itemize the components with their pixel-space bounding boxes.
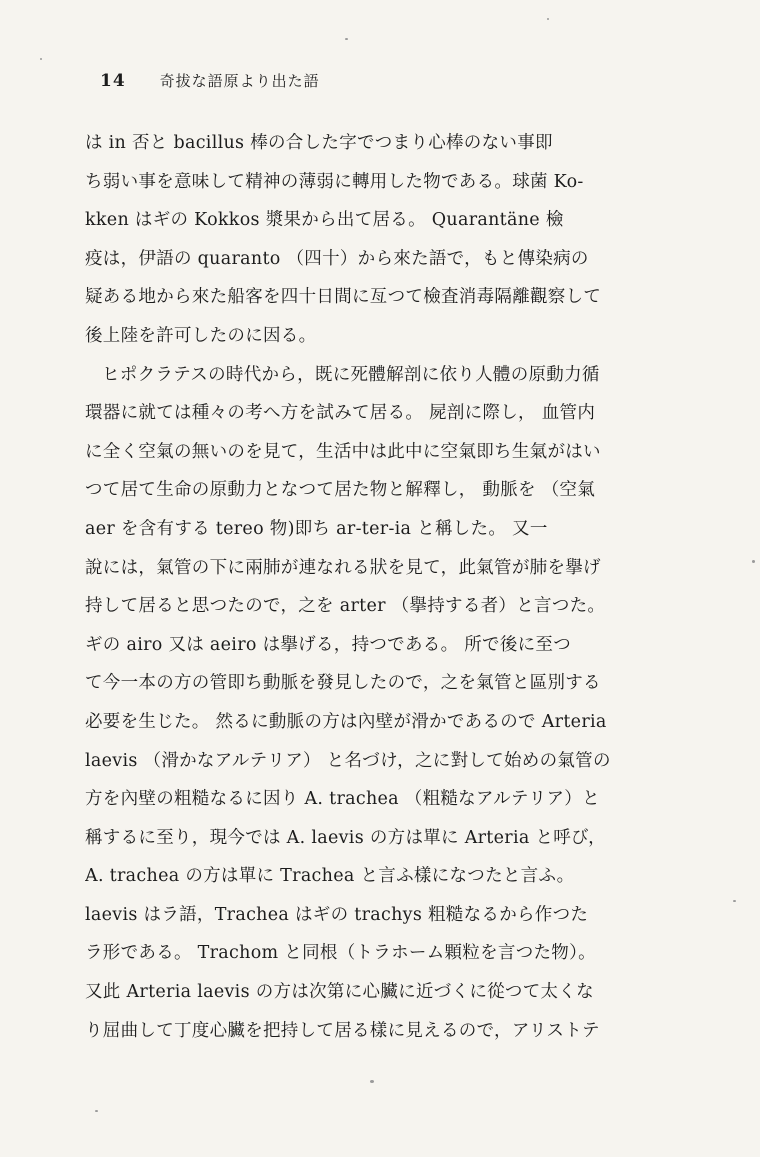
scan-speck bbox=[95, 1110, 98, 1112]
text-line-1: は in 否と bacillus 棒の合した字でつまり心棒のない事即 bbox=[85, 133, 553, 153]
scan-speck bbox=[752, 560, 755, 563]
text-line-8: 環器に就ては種々の考へ方を試みて居る。 屍剖に際し， 血管内 bbox=[85, 403, 596, 424]
text-line-22: ラ形である。 Trachom と同根（トラホーム顆粒を言つた物）。 bbox=[85, 943, 596, 964]
text-line-18: 方を內壁の粗糙なるに因り A. trachea （粗糙なアルテリア）と bbox=[85, 789, 600, 810]
text-line-13: 持して居ると思つたので，之を arter （擧持する者）と言つた。 bbox=[85, 596, 606, 617]
page-number: 14 bbox=[100, 71, 126, 91]
scan-speck bbox=[345, 38, 348, 40]
text-line-3: kken はギの Kokkos 漿果から出て居る。 Quarantäne 檢 bbox=[85, 210, 564, 231]
text-line-11: aer を含有する tereo 物)即ち ar-ter-ia と稱した。 又一 bbox=[85, 518, 548, 539]
scan-speck bbox=[40, 58, 42, 60]
page-header bbox=[100, 70, 320, 100]
text-line-24: り屈曲して丁度心臟を把持して居る樣に見えるので，アリストテ bbox=[85, 1020, 600, 1041]
text-line-19: 稱するに至り，現今では A. laevis の方は單に Arteria と呼び， bbox=[85, 827, 606, 848]
text-line-6: 後上陸を許可したのに因る。 bbox=[85, 325, 317, 346]
text-line-15: て今一本の方の管即ち動脈を發見したので，之を氣管と區別する bbox=[85, 673, 601, 694]
text-line-2: ち弱い事を意味して精神の薄弱に轉用した物である。球菌 Ko- bbox=[85, 171, 584, 192]
body-text bbox=[85, 124, 710, 1050]
text-line-9: に全く空氣の無いのを見て，生活中は此中に空氣即ち生氣がはい bbox=[85, 441, 601, 462]
text-line-16: 必要を生じた。 然るに動脈の方は內壁が滑かであるので Arteria bbox=[85, 711, 607, 732]
scan-speck bbox=[547, 18, 549, 20]
text-line-5: 疑ある地から來た船客を四十日間に亙つて檢査消毒隔離觀察して bbox=[85, 287, 602, 308]
text-line-21: laevis はラ語，Trachea はギの trachys 粗糙なるから作つた bbox=[85, 904, 589, 925]
scan-speck bbox=[370, 1080, 374, 1083]
text-line-17: laevis （滑かなアルテリア） と名づけ，之に對して始めの氣管の bbox=[85, 750, 611, 771]
text-line-12: 說には，氣管の下に兩肺が連なれる狀を見て，此氣管が肺を擧げ bbox=[85, 557, 601, 578]
text-line-7: ヒポクラテスの時代から，既に死體解剖に依り人體の原動力循 bbox=[102, 364, 600, 385]
text-line-14: ギの airo 又は aeiro は擧げる，持つである。 所で後に至つ bbox=[85, 634, 572, 655]
scan-speck bbox=[733, 900, 736, 902]
text-line-4: 疫は，伊語の quaranto （四十）から來た語で，もと傳染病の bbox=[85, 248, 589, 269]
text-line-23: 又此 Arteria laevis の方は次第に心臟に近づくに從つて太くな bbox=[85, 982, 594, 1003]
running-title: 奇拔な語原より出た語 bbox=[159, 72, 320, 90]
text-line-10: つて居て生命の原動力となつて居た物と解釋し， 動脈を （空氣 bbox=[85, 480, 596, 501]
text-line-20: A. trachea の方は單に Trachea と言ふ樣になつたと言ふ。 bbox=[85, 866, 575, 887]
